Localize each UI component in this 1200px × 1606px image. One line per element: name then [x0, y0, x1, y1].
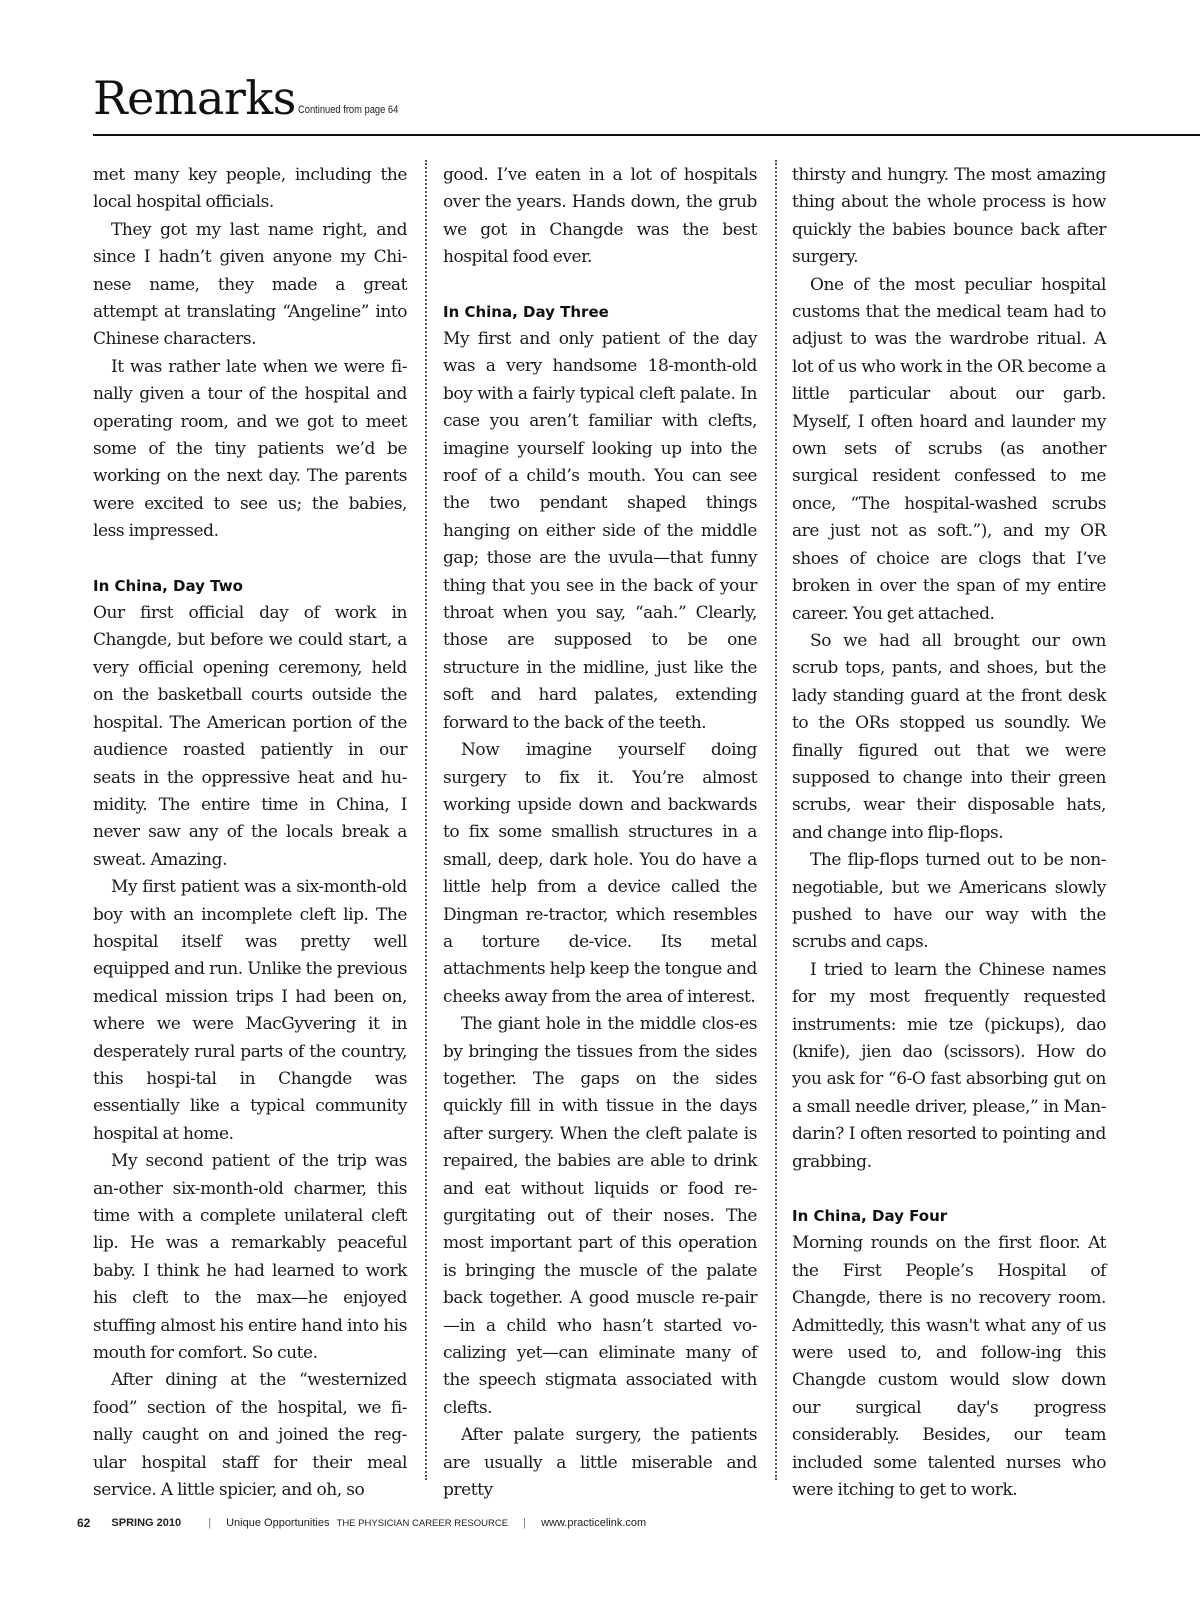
- column-divider: [425, 160, 427, 1480]
- article-paragraph: My first patient was a six-month-old boy with an incomplete cleft lip. The hospital itself was pretty well equipped and run. Unlike the previous medical mission trips I had been on, where we were MacGyvering it in desperately rural parts of the country, this hospi-tal in Changde was essentially like a typical community hospital at home.: [93, 877, 407, 1144]
- article-paragraph: good. I’ve eaten in a lot of hospitals over the years. Hands down, the grub we got in Changde was the best hospital food ever.: [443, 165, 757, 268]
- article-column-3: [792, 162, 1106, 1504]
- website-link[interactable]: www.practicelink.com: [541, 1517, 647, 1529]
- publication-name: Unique Opportunities: [226, 1517, 330, 1529]
- page-number: 62: [77, 1516, 91, 1530]
- header-rule: [93, 134, 1200, 136]
- article-column-1: [93, 162, 407, 1504]
- article-paragraph: After palate surgery, the patients are usually a little miserable and pretty: [443, 1425, 757, 1501]
- article-paragraph: Now imagine yourself doing surgery to fix it. You’re almost working upside down and backwards to fix some smallish structures in a small, deep, dark hole. You do have a little help from a device called the Dingman re-tractor, which resembles a torture de-vice. Its metal attachments help keep the tongue and cheeks away from the area of interest.: [443, 740, 757, 1007]
- section-heading: In China, Day Two: [93, 576, 243, 595]
- section-title: Remarks: [93, 71, 296, 125]
- article-paragraph: I tried to learn the Chinese names for my most frequently requested instruments: mie tze (pickups), dao (knife), jien dao (scissors). How do you ask for “6-O fast absorbing gut on a small needle driver, please,” in Man-darin? I often resorted to pointing and grabbing.: [792, 959, 1106, 1172]
- article-column-2: [443, 162, 757, 1504]
- article-paragraph: After dining at the “westernized food” section of the hospital, we fi-nally caught on and joined the reg-ular hospital staff for their meal service. A little spicier, and oh, so: [93, 1370, 407, 1501]
- section-heading: In China, Day Three: [443, 302, 609, 321]
- article-paragraph: met many key people, including the local hospital officials.: [93, 165, 407, 213]
- column-divider: [775, 160, 777, 1480]
- section-heading: In China, Day Four: [792, 1207, 948, 1226]
- article-paragraph: They got my last name right, and since I hadn’t given anyone my Chi-nese name, they made a great attempt at translating “Angeline” into Chinese characters.: [93, 219, 407, 350]
- page-header: [93, 72, 1200, 132]
- continued-note: Continued from page 64: [298, 104, 399, 116]
- page-footer: [77, 1516, 977, 1536]
- article-paragraph: My second patient of the trip was an-other six-month-old charmer, this time with a complete unilateral cleft lip. He was a remarkably peaceful baby. I think he had learned to work his cleft to the max—he enjoyed stuffing almost his entire hand into his mouth for comfort. So cute.: [93, 1151, 407, 1364]
- article-paragraph: It was rather late when we were fi-nally given a tour of the hospital and operating room, and we got to meet some of the tiny patients we’d be working on the next day. The parents were excited to see us; the babies, less impressed.: [93, 356, 407, 542]
- article-paragraph: The flip-flops turned out to be non-negotiable, but we Americans slowly pushed to have our way with the scrubs and caps.: [792, 850, 1106, 953]
- article-paragraph: Our first official day of work in Changde, but before we could start, a very official opening ceremony, held on the basketball courts outside the hospital. The American portion of the audience roasted patiently in our seats in the oppressive heat and hu-midity. The entire time in China, I never saw any of the locals break a sweat. Amazing.: [93, 603, 407, 870]
- publication-tagline: THE PHYSICIAN CAREER RESOURCE: [336, 1517, 509, 1529]
- article-paragraph: One of the most peculiar hospital customs that the medical team had to adjust to was the wardrobe ritual. A lot of us who work in the OR become a little particular about our garb. Myself, I often hoard and launder my own sets of scrubs (as another surgical resident confessed to me once, “The hospital-washed scrubs are just not as soft.”), and my OR shoes of choice are clogs that I’ve broken in over the span of my entire career. You get attached.: [792, 274, 1106, 624]
- article-paragraph: Morning rounds on the first floor. At the First People’s Hospital of Changde, there is no recovery room. Admittedly, this wasn't what any of us were used to, and follow-ing this Changde custom would slow down our surgical day's progress considerably. Besides, our team included some talented nurses who were itching to get to work.: [792, 1233, 1106, 1501]
- issue-date: SPRING 2010: [111, 1517, 182, 1529]
- article-paragraph: thirsty and hungry. The most amazing thing about the whole process is how quickly the babies bounce back after surgery.: [792, 165, 1106, 268]
- article-paragraph: So we had all brought our own scrub tops, pants, and shoes, but the lady standing guard at the front desk to the ORs stopped us soundly. We finally figured out that we were supposed to change into their green scrubs, wear their disposable hats, and change into flip-flops.: [792, 630, 1106, 843]
- footer-separator: |: [208, 1517, 212, 1529]
- article-paragraph: My first and only patient of the day was a very handsome 18-month-old boy with a fairly typical cleft palate. In case you aren’t familiar with clefts, imagine yourself looking up into the roof of a child’s mouth. You can see the two pendant shaped things hanging on either side of the middle gap; those are the uvula—that funny thing that you see in the back of your throat when you say, “aah.” Clearly, those are supposed to be one structure in the midline, just like the soft and hard palates, extending forward to the back of the teeth.: [443, 329, 757, 733]
- footer-separator: |: [523, 1517, 526, 1529]
- article-paragraph: The giant hole in the middle clos-es by bringing the tissues from the sides together. The gaps on the sides quickly fill in with tissue in the days after surgery. When the cleft palate is repaired, the babies are able to drink and eat without liquids or food re-gurgitating out of their noses. The most important part of this operation is bringing the muscle of the palate back together. A good muscle re-pair—in a child who hasn’t started vo-calizing yet—can eliminate many of the speech stigmata associated with clefts.: [443, 1014, 757, 1418]
